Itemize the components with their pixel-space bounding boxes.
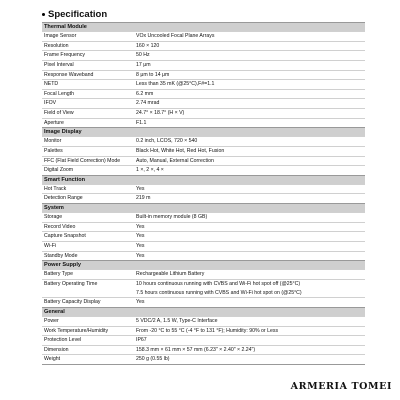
spec-label: Field of View	[44, 109, 74, 116]
spec-label: FFC (Flat Field Correction) Mode	[44, 157, 121, 164]
spec-label: Capture Snapshot	[44, 233, 86, 240]
spec-value	[136, 119, 365, 128]
spec-label: NETD	[44, 81, 59, 88]
spec-value-line: Yes	[136, 185, 145, 192]
spec-value	[136, 157, 365, 166]
spec-value	[136, 71, 365, 80]
spec-label: Battery Capacity Display	[44, 299, 101, 306]
page-title	[42, 9, 107, 20]
spec-value	[136, 194, 365, 203]
spec-value-line: IP67	[136, 337, 147, 344]
spec-label: Palettes	[44, 147, 63, 154]
spec-value-line: F1.1	[136, 119, 147, 126]
spec-value-line: 10 hours continuous running with CVBS and Wi-Fi hot spot off (@25°C)	[136, 281, 301, 287]
spec-value-line: Yes	[136, 243, 145, 250]
spec-value	[136, 42, 365, 51]
spec-row	[42, 251, 365, 261]
spec-value-line: 2.74 mrad	[136, 100, 160, 107]
spec-label: Aperture	[44, 119, 64, 126]
spec-label: Monitor	[44, 138, 62, 145]
spec-row	[42, 60, 365, 70]
spec-label: Detection Range	[44, 195, 83, 202]
spec-value	[136, 242, 365, 251]
spec-value-line: Yes	[136, 233, 145, 240]
spec-value-line: Auto, Manual, External Correction	[136, 157, 214, 164]
spec-value-line: 0.2 inch, LCOS, 720 × 540	[136, 138, 198, 145]
spec-value	[136, 51, 365, 60]
spec-row	[42, 118, 365, 128]
spec-row	[42, 146, 365, 156]
section-header: Smart Function	[42, 175, 365, 184]
spec-value	[136, 317, 365, 326]
spec-label: Resolution	[44, 42, 69, 49]
spec-value-line: Less than 35 mK (@25°C),F#=1.1	[136, 81, 215, 88]
spec-value-line: Built-in memory module (8 GB)	[136, 214, 208, 221]
spec-row	[42, 79, 365, 89]
spec-row	[42, 70, 365, 80]
spec-value-line: VOx Uncooled Focal Plane Arrays	[136, 33, 215, 40]
table-bottom-border	[42, 364, 365, 365]
spec-label: Digital Zoom	[44, 167, 74, 174]
spec-row	[42, 136, 365, 146]
spec-label: Pixel Interval	[44, 61, 74, 68]
spec-row	[42, 165, 365, 175]
spec-value-line: Yes	[136, 252, 145, 259]
spec-value	[136, 147, 365, 156]
spec-label: Battery Operating Time	[44, 281, 98, 287]
spec-value	[136, 80, 365, 89]
spec-value	[136, 137, 365, 146]
spec-label: Focal Length	[44, 90, 74, 97]
spec-row	[42, 222, 365, 232]
section-header: Image Display	[42, 127, 365, 136]
section-header: Power Supply	[42, 260, 365, 269]
spec-value	[136, 185, 365, 194]
spec-label: IFOV	[44, 100, 57, 107]
spec-value	[136, 32, 365, 41]
spec-row	[42, 345, 365, 355]
spec-row	[42, 193, 365, 203]
spec-value	[136, 109, 365, 118]
spec-value-line: 50 Hz	[136, 52, 150, 59]
spec-value	[136, 298, 365, 307]
spec-value	[136, 355, 365, 364]
spec-label: Power	[44, 317, 59, 324]
spec-value	[136, 346, 365, 355]
spec-value-line: 160 × 120	[136, 42, 160, 49]
spec-value-line: Rechargeable Lithium Battery	[136, 271, 205, 278]
spec-value-line: 250 g (0.55 lb)	[136, 356, 170, 363]
spec-label: Storage	[44, 214, 63, 221]
spec-value-line: Yes	[136, 223, 145, 230]
title-text: Specification	[48, 9, 108, 20]
spec-value	[136, 213, 365, 222]
spec-value-line: 8 μm to 14 μm	[136, 71, 170, 78]
spec-value	[136, 232, 365, 241]
spec-value	[136, 99, 365, 108]
spec-label: Protection Level	[44, 337, 82, 344]
spec-label: Dimension	[44, 346, 69, 353]
spec-row	[42, 231, 365, 241]
spec-value-line: 1 ×, 2 ×, 4 ×	[136, 167, 164, 174]
spec-value	[136, 223, 365, 232]
spec-row	[42, 50, 365, 60]
section-header: System	[42, 203, 365, 212]
spec-value-line: 219 m	[136, 195, 151, 202]
spec-label: Standby Mode	[44, 252, 78, 259]
spec-label: Wi-Fi	[44, 243, 57, 250]
spec-row	[42, 31, 365, 41]
spec-value-line: Yes	[136, 299, 145, 306]
section-header: Thermal Module	[42, 22, 365, 31]
spec-value-line: 158.3 mm × 61 mm × 57 mm (6.23" × 2.40" × 2.24")	[136, 346, 256, 353]
spec-value	[136, 270, 365, 279]
spec-row	[42, 326, 365, 336]
spec-label: Frame Frequency	[44, 52, 85, 59]
section-header: General	[42, 307, 365, 316]
spec-row	[42, 297, 365, 307]
spec-value-line: From -20 °C to 55 °C (-4 °F to 131 °F); Humidity: 90% or Less	[136, 327, 279, 334]
spec-row	[42, 212, 365, 222]
spec-row	[42, 89, 365, 99]
spec-row	[42, 316, 365, 326]
spec-label: Work Temperature/Humidity	[44, 327, 109, 334]
spec-row	[42, 184, 365, 194]
spec-row	[42, 354, 365, 364]
spec-value	[136, 336, 365, 345]
spec-row	[42, 98, 365, 108]
brand-watermark: ARMERIA TOMEI	[290, 381, 392, 392]
spec-row	[42, 269, 365, 279]
spec-row	[42, 241, 365, 251]
spec-value-line: 7.5 hours continuous running with CVBS and Wi-Fi hot spot on (@25°C)	[136, 289, 302, 296]
spec-label: Image Sensor	[44, 33, 77, 40]
spec-value	[136, 166, 365, 175]
spec-value-line: Black Hot, White Hot, Red Hot, Fusion	[136, 147, 225, 154]
spec-value-line: 6.2 mm	[136, 90, 154, 97]
spec-value	[136, 327, 365, 336]
spec-label: Hot Track	[44, 185, 67, 192]
spec-value	[136, 61, 365, 70]
bullet-icon	[42, 13, 45, 16]
spec-row	[42, 156, 365, 166]
spec-label: Battery Type	[44, 271, 74, 278]
spec-row	[42, 41, 365, 51]
spec-label: Response Waveband	[44, 71, 94, 78]
spec-label: Weight	[44, 356, 61, 363]
spec-value-line: 24.7° × 18.7° (H × V)	[136, 109, 185, 116]
spec-row	[42, 108, 365, 118]
spec-row	[42, 335, 365, 345]
spec-value	[136, 280, 365, 297]
spec-table	[42, 22, 365, 365]
spec-value-line: 5 VDC/2 A, 1.5 W, Type-C Interface	[136, 317, 218, 324]
spec-value	[136, 90, 365, 99]
spec-label: Record Video	[44, 223, 76, 230]
spec-row	[42, 279, 365, 297]
spec-value-line: 17 μm	[136, 61, 151, 68]
spec-value	[136, 252, 365, 261]
